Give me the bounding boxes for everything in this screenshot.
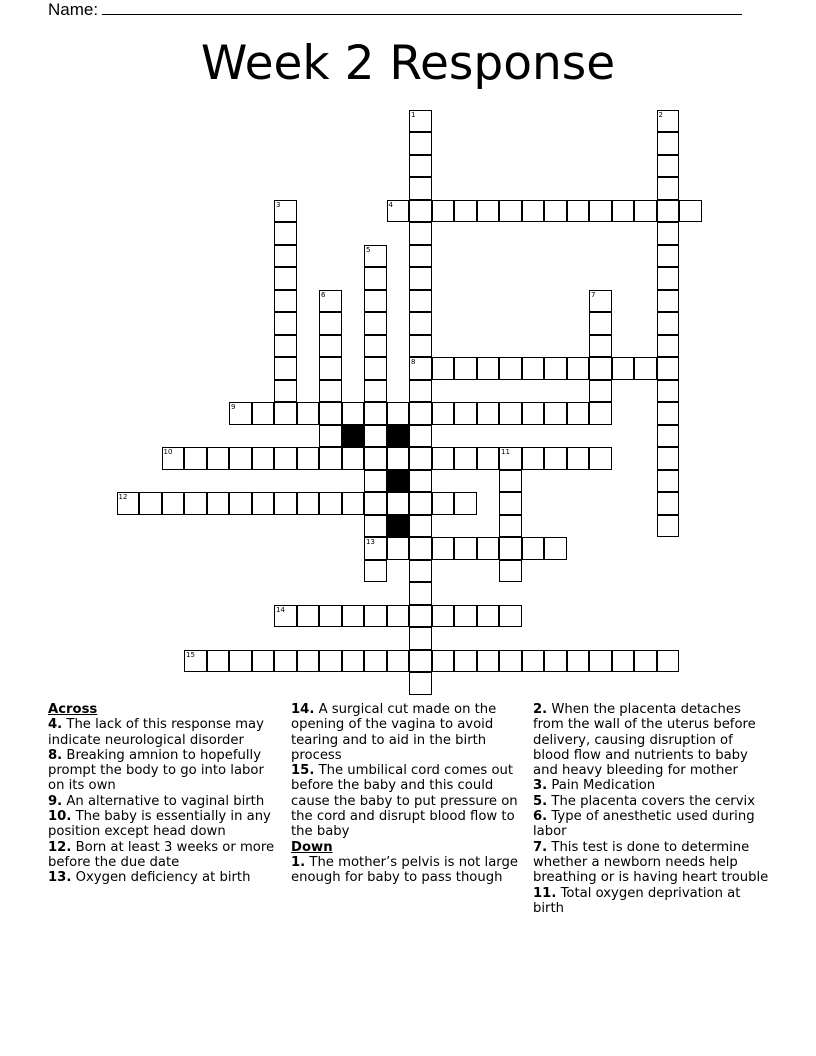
down-heading: Down [291,839,333,855]
grid-cell[interactable] [319,312,342,335]
name-label: Name: [48,0,99,19]
grid-cell[interactable] [364,470,387,493]
grid-cell[interactable] [454,447,477,470]
grid-cell[interactable] [409,560,432,583]
grid-cell[interactable] [387,200,410,223]
grid-cell[interactable] [634,357,657,380]
clue-down-2: 2. When the placenta detaches from the wall of the uterus before delivery, causing disruption of blood flow and nutrients to baby and heavy bleeding for mother [533,702,756,779]
grid-cell[interactable] [657,155,680,178]
clue-across-14: 14. A surgical cut made on the opening of the vagina to avoid tearing and to aid in the birth process [291,702,497,763]
grid-cell[interactable] [589,312,612,335]
grid-cell[interactable] [387,447,410,470]
grid-cell[interactable] [364,537,387,560]
grid-cell[interactable] [409,267,432,290]
grid-cell[interactable] [499,605,522,628]
grid-cell[interactable] [207,650,230,673]
grid-cell[interactable] [364,560,387,583]
grid-cell[interactable] [409,582,432,605]
grid-cell[interactable] [274,447,297,470]
grid-cell[interactable] [387,650,410,673]
grid-cell[interactable] [432,447,455,470]
cell-number: 7 [591,290,596,299]
grid-cell[interactable] [454,357,477,380]
grid-cell[interactable] [657,177,680,200]
grid-cell[interactable] [544,357,567,380]
grid-cell[interactable] [612,357,635,380]
black-square [342,425,365,448]
grid-cell[interactable] [499,470,522,493]
grid-cell[interactable] [409,290,432,313]
grid-cell[interactable] [499,402,522,425]
grid-cell[interactable] [297,492,320,515]
grid-cell[interactable] [297,447,320,470]
grid-cell[interactable] [589,650,612,673]
grid-cell[interactable] [454,650,477,673]
grid-cell[interactable] [409,470,432,493]
grid-cell[interactable] [409,110,432,133]
grid-cell[interactable] [319,447,342,470]
grid-cell[interactable] [522,357,545,380]
grid-cell[interactable] [364,515,387,538]
grid-cell[interactable] [657,492,680,515]
grid-cell[interactable] [409,132,432,155]
grid-cell[interactable] [477,537,500,560]
grid-cell[interactable] [567,357,590,380]
grid-cell[interactable] [364,312,387,335]
grid-cell[interactable] [364,447,387,470]
grid-cell[interactable] [364,245,387,268]
grid-cell[interactable] [364,492,387,515]
grid-cell[interactable] [657,515,680,538]
grid-cell[interactable] [657,447,680,470]
grid-cell[interactable] [499,447,522,470]
grid-cell[interactable] [657,200,680,223]
clue-across-9: 9. An alternative to vaginal birth [48,793,265,809]
cell-number: 9 [231,403,236,411]
grid-cell[interactable] [387,402,410,425]
grid-cell[interactable] [274,650,297,673]
across-heading: Across [48,702,98,717]
grid-cell[interactable] [657,245,680,268]
grid-cell[interactable] [274,402,297,425]
grid-cell[interactable] [657,425,680,448]
grid-cell[interactable] [657,290,680,313]
grid-cell[interactable] [499,560,522,583]
grid-cell[interactable] [409,177,432,200]
grid-cell[interactable] [274,222,297,245]
grid-cell[interactable] [252,650,275,673]
clue-across-15: 15. The umbilical cord comes out before the baby and this could cause the baby to put pressure on the cord and disrupt blood flow to the baby [291,763,518,840]
grid-cell[interactable] [522,200,545,223]
grid-cell[interactable] [409,155,432,178]
grid-cell[interactable] [454,537,477,560]
grid-cell[interactable] [319,492,342,515]
grid-cell[interactable] [252,492,275,515]
grid-cell[interactable] [364,357,387,380]
grid-cell[interactable] [454,605,477,628]
grid-cell[interactable] [274,380,297,403]
grid-cell[interactable] [364,650,387,673]
grid-cell[interactable] [342,605,365,628]
grid-cell[interactable] [634,200,657,223]
cell-number: 10 [163,448,173,456]
grid-cell[interactable] [139,492,162,515]
grid-cell[interactable] [274,605,297,628]
grid-cell[interactable] [297,402,320,425]
clue-across-4: 4. The lack of this response may indicate neurological disorder [48,717,264,748]
grid-cell[interactable] [229,492,252,515]
grid-cell[interactable] [184,492,207,515]
grid-cell[interactable] [162,447,185,470]
grid-cell[interactable] [499,357,522,380]
grid-cell[interactable] [477,357,500,380]
cell-number: 8 [411,358,416,366]
grid-cell[interactable] [432,402,455,425]
grid-cell[interactable] [589,290,612,313]
grid-cell[interactable] [589,447,612,470]
cell-number: 4 [388,200,393,209]
grid-cell[interactable] [319,402,342,425]
grid-cell[interactable] [364,267,387,290]
grid-cell[interactable] [364,380,387,403]
grid-cell[interactable] [387,537,410,560]
grid-cell[interactable] [274,312,297,335]
grid-cell[interactable] [657,470,680,493]
clues-column-3 [533,702,769,916]
grid-cell[interactable] [184,447,207,470]
grid-cell[interactable] [409,222,432,245]
grid-cell[interactable] [589,200,612,223]
grid-cell[interactable] [589,335,612,358]
grid-cell[interactable] [252,402,275,425]
grid-cell[interactable] [229,447,252,470]
grid-cell[interactable] [229,650,252,673]
grid-cell[interactable] [207,492,230,515]
grid-cell[interactable] [319,605,342,628]
grid-cell[interactable] [544,650,567,673]
cell-number: 2 [658,110,663,119]
grid-cell[interactable] [274,335,297,358]
grid-cell[interactable] [657,357,680,380]
grid-cell[interactable] [409,447,432,470]
grid-cell[interactable] [409,537,432,560]
grid-cell[interactable] [297,650,320,673]
grid-cell[interactable] [432,650,455,673]
grid-cell[interactable] [342,402,365,425]
cell-number: 12 [118,493,128,501]
clue-across-10: 10. The baby is essentially in any position except head down [48,809,271,840]
grid-cell[interactable] [544,200,567,223]
grid-cell[interactable] [544,402,567,425]
clue-down-1: 1. The mother’s pelvis is not large enough for baby to pass though [291,854,518,886]
grid-cell[interactable] [207,447,230,470]
clue-across-8: 8. Breaking amnion to hopefully prompt the body to go into labor on its own [48,747,264,794]
grid-cell[interactable] [252,447,275,470]
grid-cell[interactable] [409,515,432,538]
grid-cell[interactable] [432,605,455,628]
grid-cell[interactable] [454,200,477,223]
grid-cell[interactable] [409,335,432,358]
cell-number: 15 [186,650,195,659]
grid-cell[interactable] [319,380,342,403]
clue-across-12: 12. Born at least 3 weeks or more before the due date [48,839,275,870]
grid-cell[interactable] [454,402,477,425]
cell-number: 6 [321,290,326,299]
grid-cell[interactable] [117,492,140,515]
grid-cell[interactable] [432,200,455,223]
grid-cell[interactable] [477,447,500,470]
grid-cell[interactable] [274,290,297,313]
clue-down-6: 6. Type of anesthetic used during labor [533,809,755,840]
grid-cell[interactable] [409,605,432,628]
black-square [387,425,410,448]
grid-cell[interactable] [499,537,522,560]
grid-cell[interactable] [589,402,612,425]
grid-cell[interactable] [589,357,612,380]
grid-cell[interactable] [409,380,432,403]
grid-cell[interactable] [319,357,342,380]
grid-cell[interactable] [657,380,680,403]
grid-cell[interactable] [657,312,680,335]
grid-cell[interactable] [297,605,320,628]
grid-cell[interactable] [567,402,590,425]
grid-cell[interactable] [499,515,522,538]
grid-cell[interactable] [544,447,567,470]
clues-column-2 [291,702,527,886]
grid-cell[interactable] [477,605,500,628]
clue-down-11: 11. Total oxygen deprivation at birth [533,885,741,916]
grid-cell[interactable] [409,672,432,695]
grid-cell[interactable] [274,357,297,380]
grid-cell[interactable] [319,650,342,673]
grid-cell[interactable] [522,402,545,425]
grid-cell[interactable] [387,605,410,628]
grid-cell[interactable] [409,357,432,380]
cell-number: 11 [501,448,510,456]
grid-cell[interactable] [319,290,342,313]
clue-down-5: 5. The placenta covers the cervix [533,793,756,809]
grid-cell[interactable] [364,425,387,448]
grid-cell[interactable] [477,200,500,223]
cell-number: 14 [276,605,285,614]
grid-cell[interactable] [409,200,432,223]
clue-across-13: 13. Oxygen deficiency at birth [48,870,251,886]
grid-cell[interactable] [522,537,545,560]
grid-cell[interactable] [342,492,365,515]
grid-cell[interactable] [432,357,455,380]
grid-cell[interactable] [364,335,387,358]
cell-number: 1 [411,110,416,119]
grid-cell[interactable] [432,492,455,515]
grid-cell[interactable] [319,335,342,358]
grid-cell[interactable] [364,290,387,313]
grid-cell[interactable] [657,335,680,358]
grid-cell[interactable] [522,650,545,673]
grid-cell[interactable] [184,650,207,673]
grid-cell[interactable] [499,200,522,223]
grid-cell[interactable] [387,492,410,515]
grid-cell[interactable] [657,222,680,245]
grid-cell[interactable] [634,650,657,673]
grid-cell[interactable] [657,650,680,673]
grid-cell[interactable] [499,492,522,515]
grid-cell[interactable] [409,245,432,268]
grid-cell[interactable] [364,605,387,628]
black-square [387,515,410,538]
grid-cell[interactable] [567,650,590,673]
grid-cell[interactable] [162,492,185,515]
grid-cell[interactable] [319,425,342,448]
grid-cell[interactable] [274,245,297,268]
grid-cell[interactable] [522,447,545,470]
grid-cell[interactable] [409,650,432,673]
clues-column-1 [48,702,280,886]
cell-number: 5 [366,245,371,254]
cell-number: 3 [276,200,281,209]
grid-cell[interactable] [409,402,432,425]
grid-cell[interactable] [657,402,680,425]
grid-cell[interactable] [657,110,680,133]
grid-cell[interactable] [657,267,680,290]
grid-cell[interactable] [409,425,432,448]
clue-down-3: 3. Pain Medication [533,778,656,794]
clue-down-7: 7. This test is done to determine whether a newborn needs help breathing or is having heart trouble [533,839,769,886]
grid-cell[interactable] [612,200,635,223]
grid-cell[interactable] [612,650,635,673]
grid-cell[interactable] [274,492,297,515]
grid-cell[interactable] [274,267,297,290]
grid-cell[interactable] [409,312,432,335]
grid-cell[interactable] [364,402,387,425]
grid-cell[interactable] [477,402,500,425]
grid-cell[interactable] [589,380,612,403]
grid-cell[interactable] [342,650,365,673]
grid-cell[interactable] [274,200,297,223]
grid-cell[interactable] [432,537,455,560]
grid-cell[interactable] [454,492,477,515]
grid-cell[interactable] [409,492,432,515]
grid-cell[interactable] [499,650,522,673]
grid-cell[interactable] [679,200,702,223]
grid-cell[interactable] [544,537,567,560]
grid-cell[interactable] [657,132,680,155]
cell-number: 13 [366,538,375,546]
grid-cell[interactable] [477,650,500,673]
grid-cell[interactable] [229,402,252,425]
grid-cell[interactable] [342,447,365,470]
grid-cell[interactable] [567,200,590,223]
black-square [387,470,410,493]
grid-cell[interactable] [409,627,432,650]
puzzle-title: Week 2 Response [200,36,616,91]
grid-cell[interactable] [567,447,590,470]
